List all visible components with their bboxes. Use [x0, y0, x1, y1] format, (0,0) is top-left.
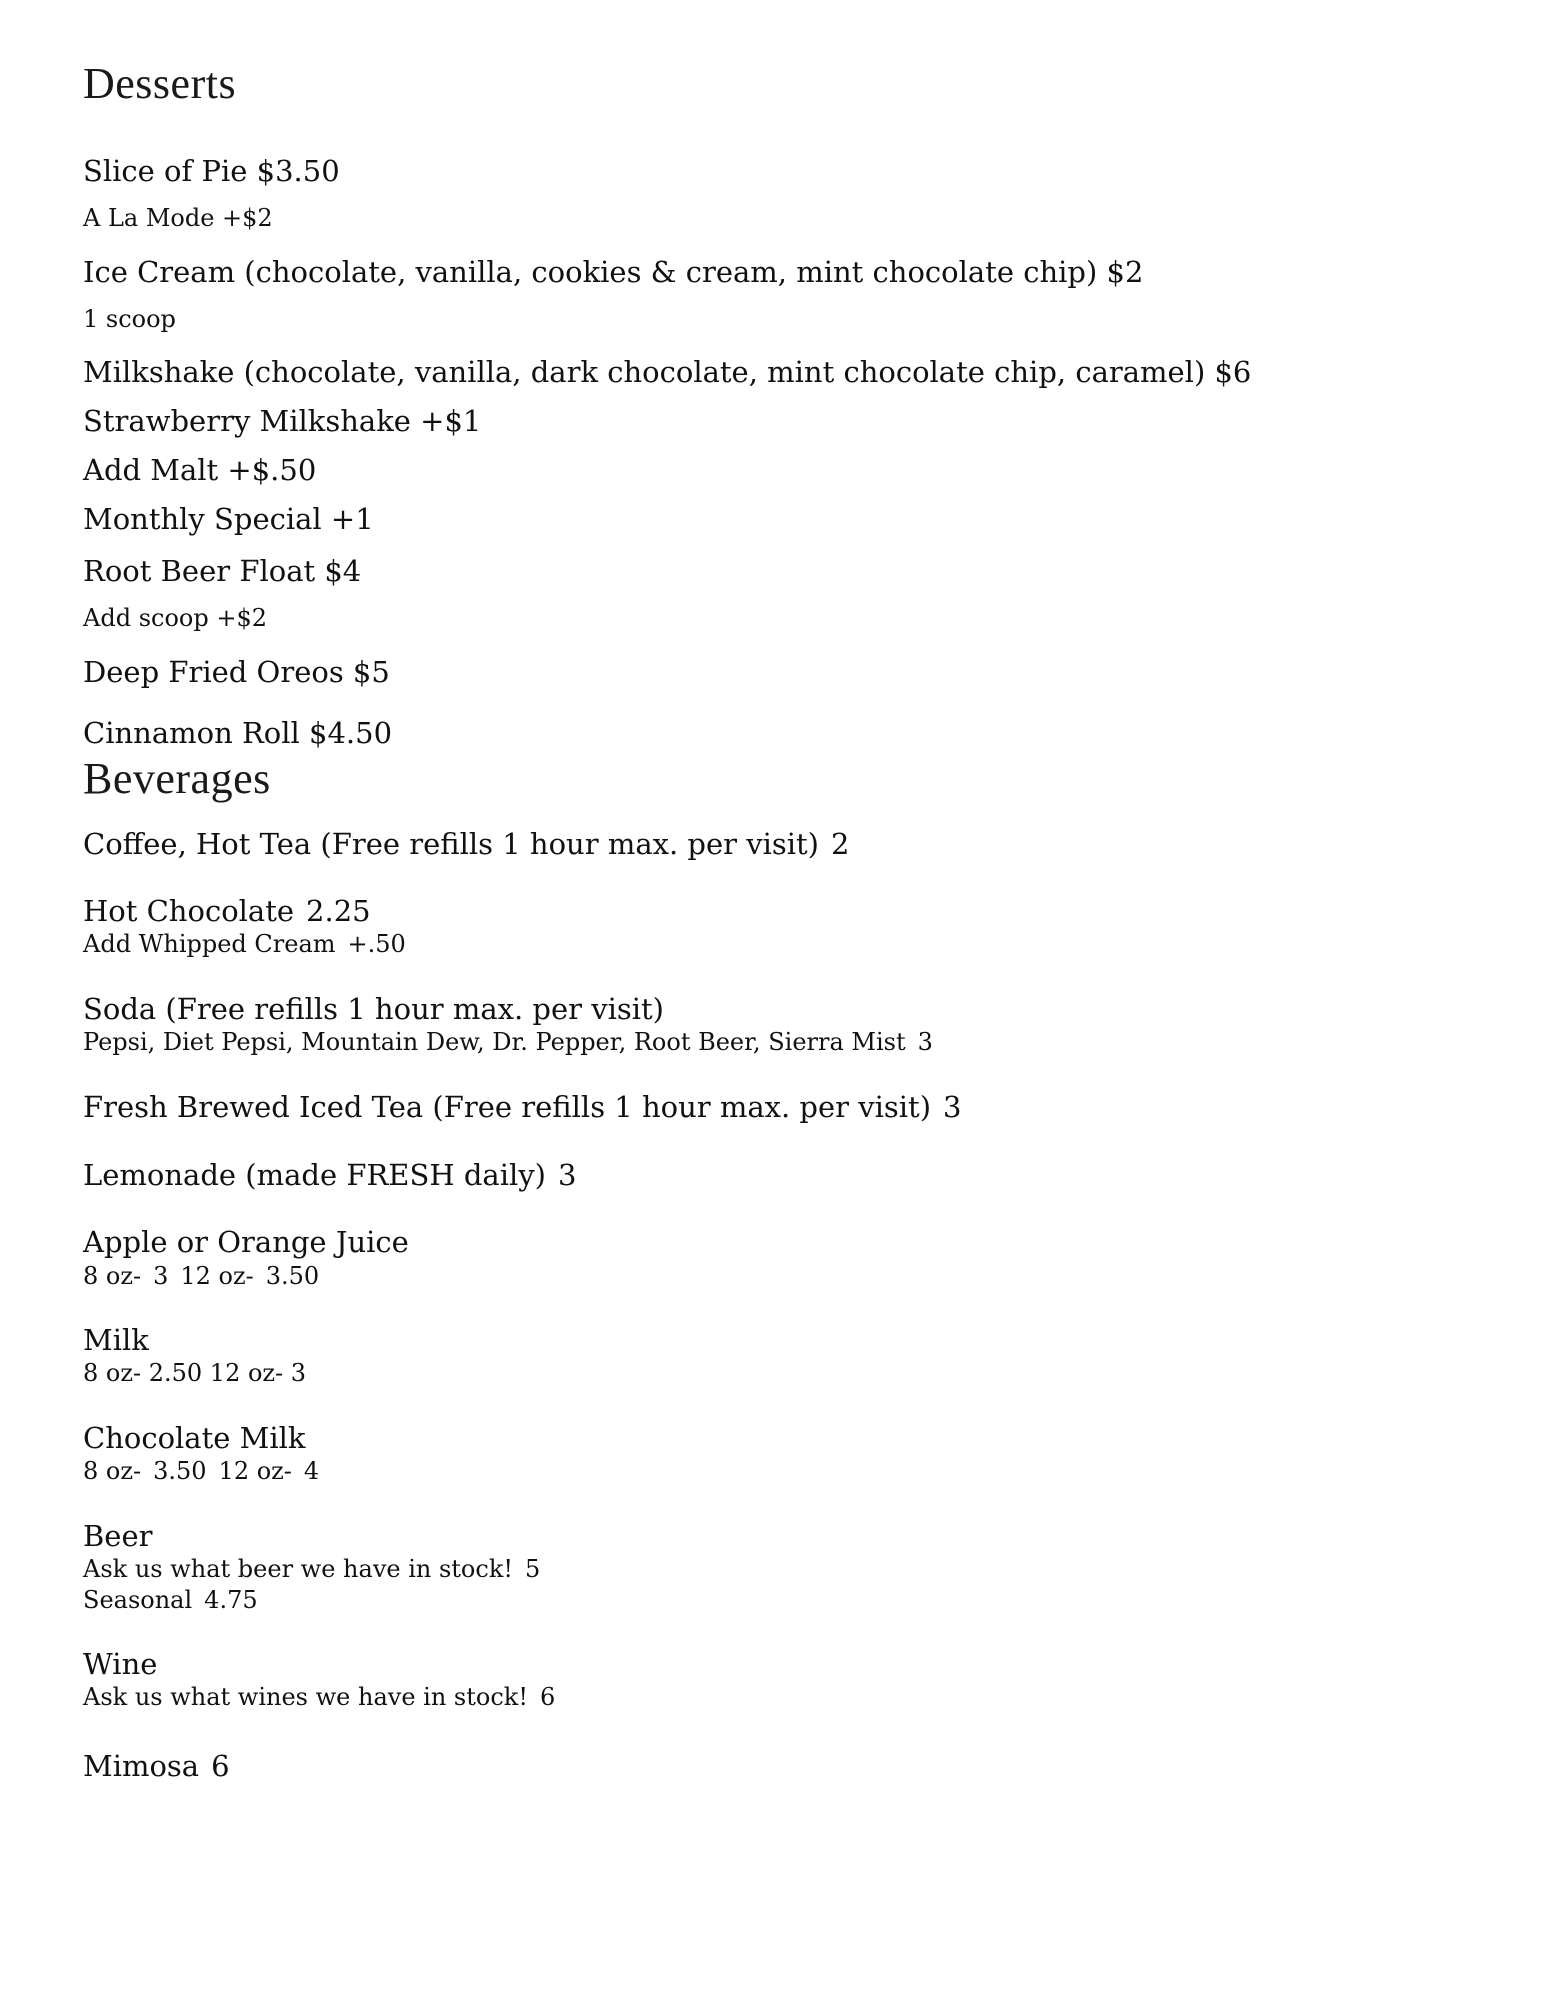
size-label: 12 oz- — [180, 1262, 254, 1290]
item-price: 3 — [557, 1158, 577, 1192]
item-name: Hot Chocolate — [83, 894, 295, 928]
menu-item-deep-fried-oreos: Deep Fried Oreos $5 — [83, 655, 390, 689]
soda-flavors: Pepsi, Diet Pepsi, Mountain Dew, Dr. Pepper, Root Beer, Sierra Mist — [83, 1028, 906, 1056]
menu-item-ice-cream: Ice Cream (chocolate, vanilla, cookies & cream, mint chocolate chip) $2 — [83, 255, 1144, 289]
menu-item-milk-sizes: 8 oz- 2.50 12 oz- 3 — [83, 1359, 307, 1387]
menu-item-hot-chocolate — [83, 894, 371, 928]
menu-item-wine-note — [83, 1685, 555, 1709]
menu-item-slice-of-pie: Slice of Pie $3.50 — [83, 154, 340, 188]
menu-item-juice-sizes — [83, 1264, 319, 1288]
menu-item-juice: Apple or Orange Juice — [83, 1225, 409, 1259]
size-price: 3.50 — [153, 1457, 207, 1485]
menu-item-wine: Wine — [83, 1647, 158, 1681]
section-title-beverages: Beverages — [83, 754, 271, 803]
item-price: 6 — [211, 1749, 230, 1783]
size-label: 8 oz- — [83, 1262, 142, 1290]
menu-item-coffee-hot-tea — [83, 827, 850, 861]
menu-item-chocolate-milk: Chocolate Milk — [83, 1421, 306, 1455]
section-title-desserts: Desserts — [83, 59, 237, 108]
item-price: 4.75 — [204, 1586, 258, 1614]
menu-item-beer-note — [83, 1557, 540, 1581]
addon-name: Add Whipped Cream — [83, 930, 336, 958]
menu-item-chocolate-milk-sizes — [83, 1459, 319, 1483]
size-price: 3 — [153, 1262, 169, 1290]
item-price: 2 — [831, 827, 850, 861]
item-price: 5 — [525, 1555, 541, 1583]
size-price: 4 — [303, 1457, 320, 1485]
size-price: 3.50 — [265, 1262, 320, 1290]
menu-item-note: A La Mode +$2 — [83, 204, 273, 232]
item-price: 3 — [917, 1028, 933, 1056]
item-price: 2.25 — [306, 894, 371, 928]
wine-note: Ask us what wines we have in stock! — [83, 1683, 528, 1711]
menu-item-cinnamon-roll: Cinnamon Roll $4.50 — [83, 716, 393, 750]
menu-item-milk: Milk — [83, 1323, 149, 1357]
item-price: 3 — [943, 1090, 962, 1124]
menu-item-soda-flavors — [83, 1030, 933, 1054]
beer-note: Ask us what beer we have in stock! — [83, 1555, 514, 1583]
item-name: Fresh Brewed Iced Tea (Free refills 1 hour max. per visit) — [83, 1090, 932, 1124]
menu-item-note: 1 scoop — [83, 305, 176, 333]
menu-item-beer-seasonal — [83, 1588, 258, 1612]
menu-item-note: Add scoop +$2 — [83, 604, 267, 632]
seasonal-label: Seasonal — [83, 1586, 193, 1614]
menu-item-soda: Soda (Free refills 1 hour max. per visit) — [83, 992, 664, 1026]
size-label: 8 oz- — [83, 1457, 142, 1485]
menu-item-milkshake: Milkshake (chocolate, vanilla, dark chocolate, mint chocolate chip, caramel) $6 — [83, 355, 1252, 389]
addon-price: +.50 — [347, 930, 406, 958]
menu-item-strawberry-milkshake: Strawberry Milkshake +$1 — [83, 404, 482, 438]
menu-page — [83, 0, 1503, 2000]
size-label: 12 oz- — [218, 1457, 292, 1485]
menu-item-lemonade — [83, 1158, 577, 1192]
item-name: Mimosa — [83, 1749, 200, 1783]
menu-item-add-malt: Add Malt +$.50 — [83, 453, 317, 487]
item-price: 6 — [539, 1683, 556, 1711]
item-name: Lemonade (made FRESH daily) — [83, 1158, 546, 1192]
item-name: Coffee, Hot Tea (Free refills 1 hour max. per visit) — [83, 827, 819, 861]
menu-item-root-beer-float: Root Beer Float $4 — [83, 554, 362, 588]
menu-item-mimosa — [83, 1749, 230, 1783]
menu-item-addon — [83, 932, 406, 956]
menu-item-monthly-special: Monthly Special +1 — [83, 502, 374, 536]
menu-item-iced-tea — [83, 1090, 962, 1124]
menu-item-beer: Beer — [83, 1519, 153, 1553]
